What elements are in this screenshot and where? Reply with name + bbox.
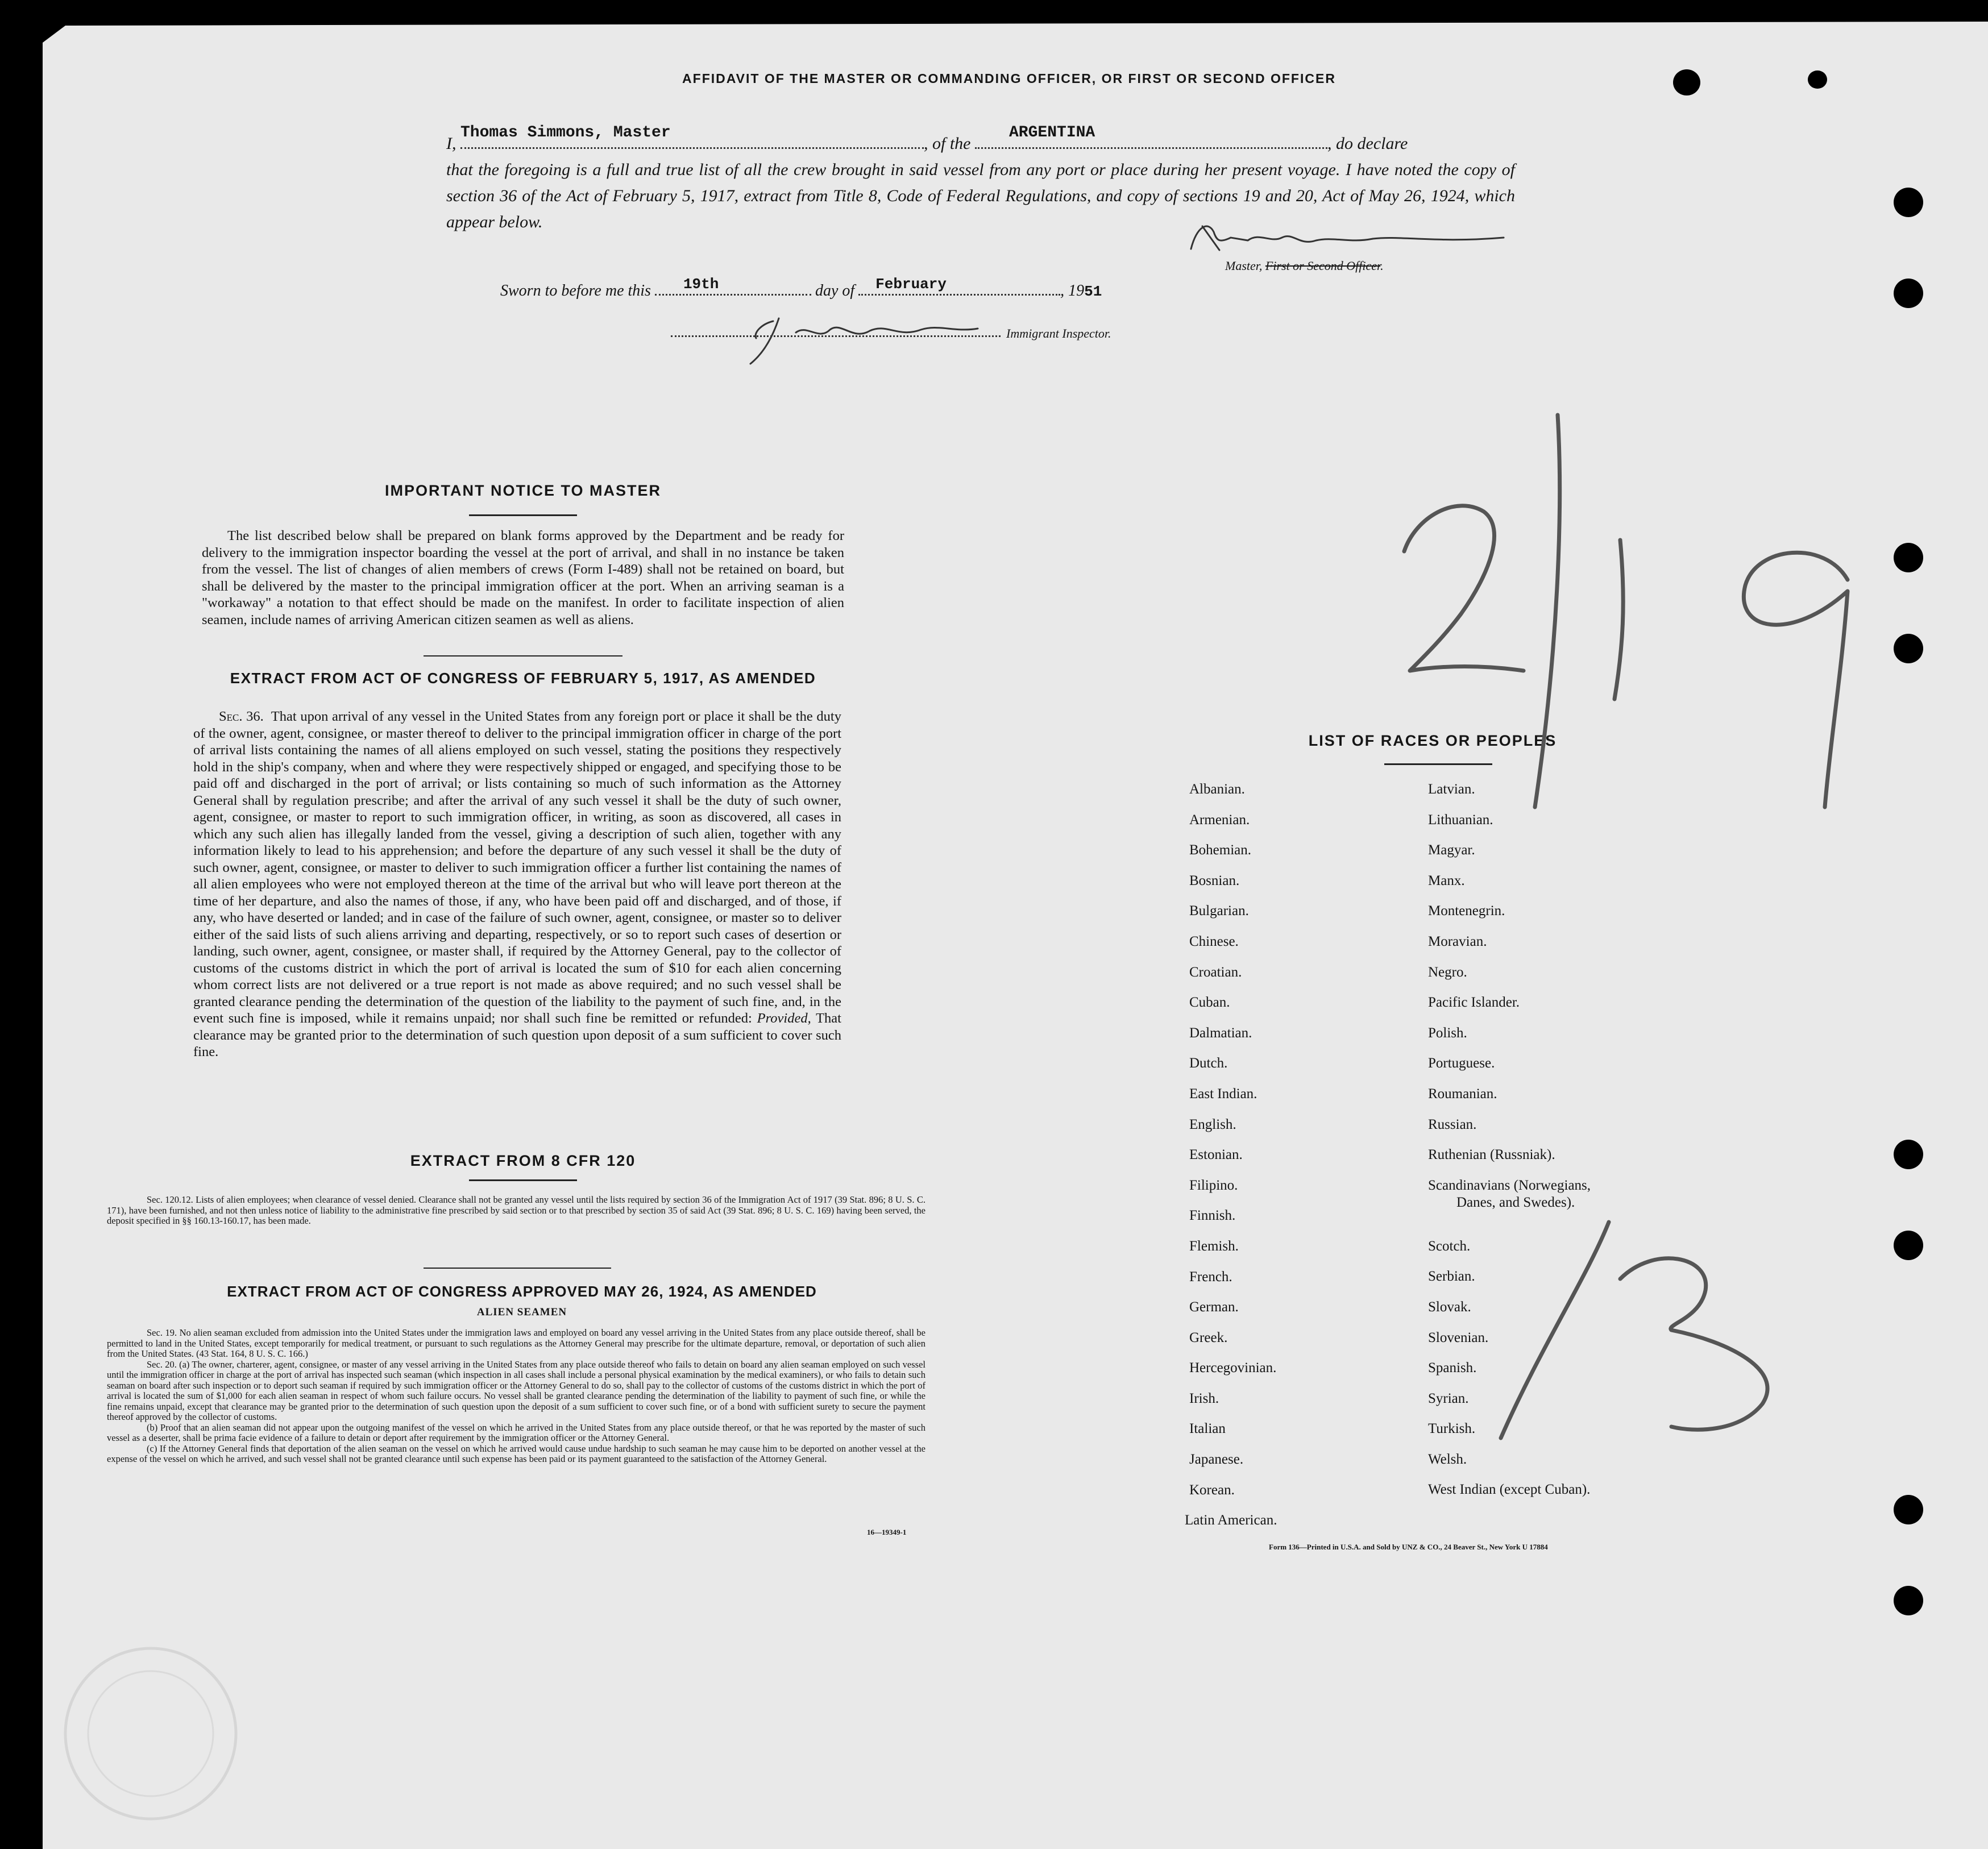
caption-end: .	[1380, 259, 1384, 273]
race-item: Ruthenian (Russniak).	[1428, 1147, 1555, 1163]
race-item: Chinese.	[1189, 933, 1239, 949]
race-item: Polish.	[1428, 1025, 1467, 1041]
punch-hole	[1894, 1495, 1923, 1524]
race-item: Magyar.	[1428, 842, 1475, 858]
race-item: Portuguese.	[1428, 1056, 1495, 1071]
race-item: Albanian.	[1189, 782, 1245, 797]
race-item: Greek.	[1189, 1329, 1228, 1345]
race-item: German.	[1189, 1299, 1239, 1315]
declaration-prefix: I,	[446, 134, 456, 153]
notice-body	[202, 527, 844, 628]
race-item: Serbian.	[1428, 1269, 1475, 1285]
race-item: Finnish.	[1189, 1208, 1236, 1224]
signature-caption	[1225, 259, 1384, 273]
race-item: Manx.	[1428, 872, 1465, 888]
cfr-text: Sec. 120.12. Lists of alien employees; when clearance of vessel denied. Clearance shall not be granted any vessel until the lists required by section 36 of the Immigration Act of 1917 (39 Stat. 896; 8 U. S. C. 171), have been furnished, and not then unless notice of liability to the administrative fine prescribed by said section or to that prescribed by section 35 of said Act (39 Stat. 896; 8 U. S. C. 169) having been served, the deposit specified in §§ 160.13-160.17, has been made.	[107, 1194, 925, 1226]
divider	[424, 1268, 611, 1269]
race-item: Flemish.	[1189, 1238, 1239, 1254]
race-item: Korean.	[1189, 1482, 1235, 1498]
form-code: 16—19349-1	[867, 1528, 907, 1536]
extract-cfr-body	[107, 1195, 925, 1227]
race-item: Pacific Islander.	[1428, 995, 1520, 1011]
form-title: AFFIDAVIT OF THE MASTER OR COMMANDING OFFICER, OR FIRST OR SECOND OFFICER	[682, 71, 1336, 86]
sec-20a-text: Sec. 20. (a) The owner, charterer, agent, consignee, or master of any vessel arriving in the United States from any place outside thereof who fails to detain on board any alien seaman employed on such vessel until the immigration officer in charge at the port of arrival has inspected such seaman (which inspection in all cases shall include a personal physical examination by the medical examiners), or who fails to detain such seaman on board after such inspection or to deport such seaman if required by such immigration officer or the Attorney General to do so, shall pay to the collector of customs of the customs district in which the port of arrival is located the sum of $1,000 for each alien seaman in respect of whom such failure occurs. No vessel shall be granted clearance pending the determination of the liability to payment of such fine, or while the fine remains unpaid, except that clearance may be granted prior to the determination of such question upon the deposit of a sum sufficient to cover such fine, or of a bond with sufficient surety to secure the payment thereof approved by the collector of customs.	[107, 1358, 925, 1422]
race-item: Turkish.	[1428, 1421, 1476, 1437]
races-left-column	[1185, 782, 1277, 1538]
race-item: English.	[1189, 1116, 1236, 1132]
extract-1917-title: EXTRACT FROM ACT OF CONGRESS OF FEBRUARY 5, 1917, AS AMENDED	[230, 670, 816, 687]
master-name: Thomas Simmons, Master	[460, 124, 671, 142]
race-item: French.	[1189, 1269, 1232, 1285]
punch-hole	[1894, 1140, 1923, 1169]
race-item: Welsh.	[1428, 1451, 1467, 1467]
race-item: Latvian.	[1428, 782, 1475, 797]
divider	[469, 1179, 577, 1181]
race-item: Dalmatian.	[1189, 1025, 1252, 1041]
race-item: Lithuanian.	[1428, 812, 1493, 828]
race-item: West Indian (except Cuban).	[1428, 1482, 1591, 1498]
sec-36-text: That upon arrival of any vessel in the United States from any foreign port or place it shall be the duty of the owner, agent, consignee, or master thereof to deliver to the principal immigration officer in charge of the port of arrival lists containing the names of all aliens employed on such vessel, stating the positions they respectively hold in the ship's company, when and where they were respectively shipped or engaged, and specifying those to be paid off and discharged in the port of arrival; or lists containing so much of such information as the Attorney General shall by regulation prescribe; and after the arrival of any such vessel it shall be the duty of such owner, agent, consignee, or master to report to such immigration officer, in writing, as soon as discovered, all cases in which any such alien has illegally landed from the vessel, giving a description of such alien, together with any information likely to lead to his apprehension; and before the departure of any such vessel it shall be the duty of such owner, agent, consignee, or master to deliver to such immigration officer a further list containing the names of all alien employees who were not employed thereon at the time of the arrival but who will leave port thereon at the time of her departure, and also the names of those, if any, who have been paid off and discharged, and of those, if any, who have deserted or landed; and in case of the failure of such owner, agent, consignee, or master so to deliver either of the said lists of such aliens arriving and departing, respectively, or so to report such cases of desertion or landing, such owner, agent, consignee, or master shall, if required by the Attorney General, pay to the collector of customs of the customs district in which the port of arrival is located the sum of $10 for each alien concerning whom correct lists are not delivered or a true report is not made as above required; and no such vessel shall be granted clearance pending the determination of the question of the liability to the payment of such fine, and, in the event such fine is imposed, while it remains unpaid; nor shall such fine be remitted or refunded:	[193, 709, 841, 1026]
declaration-body: that the foregoing is a full and true list of all the crew brought in said vessel from any port or place during her present voyage. I have noted the copy of section 36 of the Act of February 5, 1917, extract from Title 8, Code of Federal Regulations, and copy of sections 19 and 20, Act of May 26, 1924, which appear below.	[446, 160, 1515, 231]
sec-36-label: Sec. 36.	[219, 709, 264, 724]
sworn-day-of: day of	[815, 282, 855, 300]
notice-text: The list described below shall be prepared on blank forms approved by the Department and be ready for delivery to the immigration inspector boarding the vessel at the port of arrival, and shall in no instance be taken from the vessel. The list of changes of alien members of crews (Form I-489) shall not be retained on board, but shall be delivered by the master to the principal immigration officer at the port. When an arriving seaman is a "workaway" a notation to that effect should be made on the manifest. In order to facilitate inspection of alien seamen, include names of arriving American citizen seamen as well as aliens.	[202, 528, 844, 628]
race-item: Bosnian.	[1189, 872, 1240, 888]
sworn-year-prefix: , 19	[1060, 282, 1085, 300]
race-item: Slovak.	[1428, 1299, 1471, 1315]
race-item: Russian.	[1428, 1116, 1477, 1132]
ink-blot	[1673, 69, 1700, 95]
race-item: Irish.	[1189, 1390, 1219, 1406]
sworn-year: 51	[1084, 283, 1102, 300]
inspector-caption: Immigrant Inspector.	[1006, 326, 1111, 340]
race-item: Dutch.	[1189, 1056, 1228, 1071]
race-item: Hercegovinian.	[1189, 1360, 1277, 1376]
caption-master: Master,	[1225, 259, 1265, 273]
race-item: Syrian.	[1428, 1390, 1469, 1406]
race-item: Danes, and Swedes).	[1456, 1194, 1575, 1210]
sec-19-text: Sec. 19. No alien seaman excluded from admission into the United States under the immigration laws and employed on board any vessel arriving in the United States from any place outside thereof, shall be permitted to land in the United States, except temporarily for medical treatment, or pursuant to such regulations as the Attorney General may prescribe for the ultimate departure, removal, or deportation of such alien from the United States. (43 Stat. 164, 8 U. S. C. 166.)	[107, 1327, 925, 1359]
race-item: Moravian.	[1428, 933, 1487, 949]
handwritten-count-note	[1489, 1211, 1808, 1461]
race-item: Slovenian.	[1428, 1329, 1489, 1345]
sec-20c-text: (c) If the Attorney General finds that deportation of the alien seaman on the vessel on which he arrived would cause undue hardship to such seaman he may cause him to be deported on another vessel at the expense of the vessel on which he arrived, and such vessel shall not be granted clearance until such expense has been paid or its payment guaranteed to the satisfaction of the Attorney General.	[107, 1443, 925, 1464]
declaration-do-declare: , do declare	[1327, 134, 1408, 153]
race-item: Cuban.	[1189, 995, 1230, 1011]
race-item: Japanese.	[1189, 1452, 1244, 1468]
extract-1924-title: EXTRACT FROM ACT OF CONGRESS APPROVED MAY 26, 1924, AS AMENDED	[227, 1283, 817, 1300]
race-item: East Indian.	[1189, 1086, 1257, 1102]
race-item: Bulgarian.	[1189, 903, 1249, 919]
sworn-month: February	[875, 276, 947, 293]
sworn-line	[500, 276, 1102, 300]
races-title: LIST OF RACES OR PEOPLES	[1308, 732, 1557, 749]
extract-cfr-title: EXTRACT FROM 8 CFR 120	[410, 1152, 636, 1169]
declaration-of-the: , of the	[924, 134, 971, 153]
race-item: Italian	[1189, 1421, 1226, 1437]
master-signature	[1185, 215, 1526, 260]
embossed-seal	[54, 1637, 247, 1830]
race-item: Estonian.	[1189, 1147, 1243, 1163]
race-item: Armenian.	[1189, 812, 1250, 828]
sworn-day: 19th	[683, 276, 719, 293]
race-item: Negro.	[1428, 964, 1467, 980]
race-item: Scandinavians (Norwegians,	[1428, 1177, 1591, 1193]
divider	[424, 655, 622, 657]
race-item: Filipino.	[1189, 1177, 1238, 1193]
form-footer: Form 136—Printed in U.S.A. and Sold by UNZ & CO., 24 Beaver St., New York U 17884	[1269, 1543, 1548, 1551]
divider	[469, 514, 577, 516]
race-item: Bohemian.	[1189, 842, 1252, 858]
extract-1924-subtitle: ALIEN SEAMEN	[476, 1306, 567, 1318]
sec-36-provided: Provided,	[757, 1011, 811, 1026]
handwritten-date-note	[1393, 398, 1904, 853]
punch-hole	[1894, 188, 1923, 217]
race-item: Croatian.	[1189, 964, 1242, 980]
extract-1924-body	[107, 1328, 925, 1465]
race-item: Montenegrin.	[1428, 903, 1505, 919]
punch-hole	[1894, 1586, 1923, 1615]
punch-hole	[1894, 279, 1923, 308]
race-item: Roumanian.	[1428, 1086, 1497, 1102]
race-item: Scotch.	[1428, 1238, 1471, 1254]
ink-blot	[1808, 70, 1827, 89]
sec-36-text-end: That clearance may be granted prior to the determination of such question upon deposit of a sum sufficient to cover such fine.	[193, 1011, 841, 1059]
punch-hole	[1894, 1231, 1923, 1260]
caption-struck-officer: First or Second Officer	[1265, 259, 1381, 273]
sec-20b-text: (b) Proof that an alien seaman did not appear upon the outgoing manifest of the vessel on which he arrived in the United States from any place outside thereof, or that he was reported by the master of such vessel as a deserter, shall be prima facie evidence of a failure to detain or deport after requirement by the immigration officer or the Attorney General.	[107, 1422, 925, 1443]
sworn-prefix: Sworn to before me this	[500, 282, 651, 300]
vessel-name: ARGENTINA	[1009, 124, 1095, 142]
extract-1917-body	[193, 708, 841, 1061]
inspector-signature	[739, 307, 989, 369]
race-item: Spanish.	[1428, 1360, 1477, 1376]
race-item: Latin American.	[1185, 1513, 1277, 1528]
notice-title: IMPORTANT NOTICE TO MASTER	[385, 482, 661, 499]
